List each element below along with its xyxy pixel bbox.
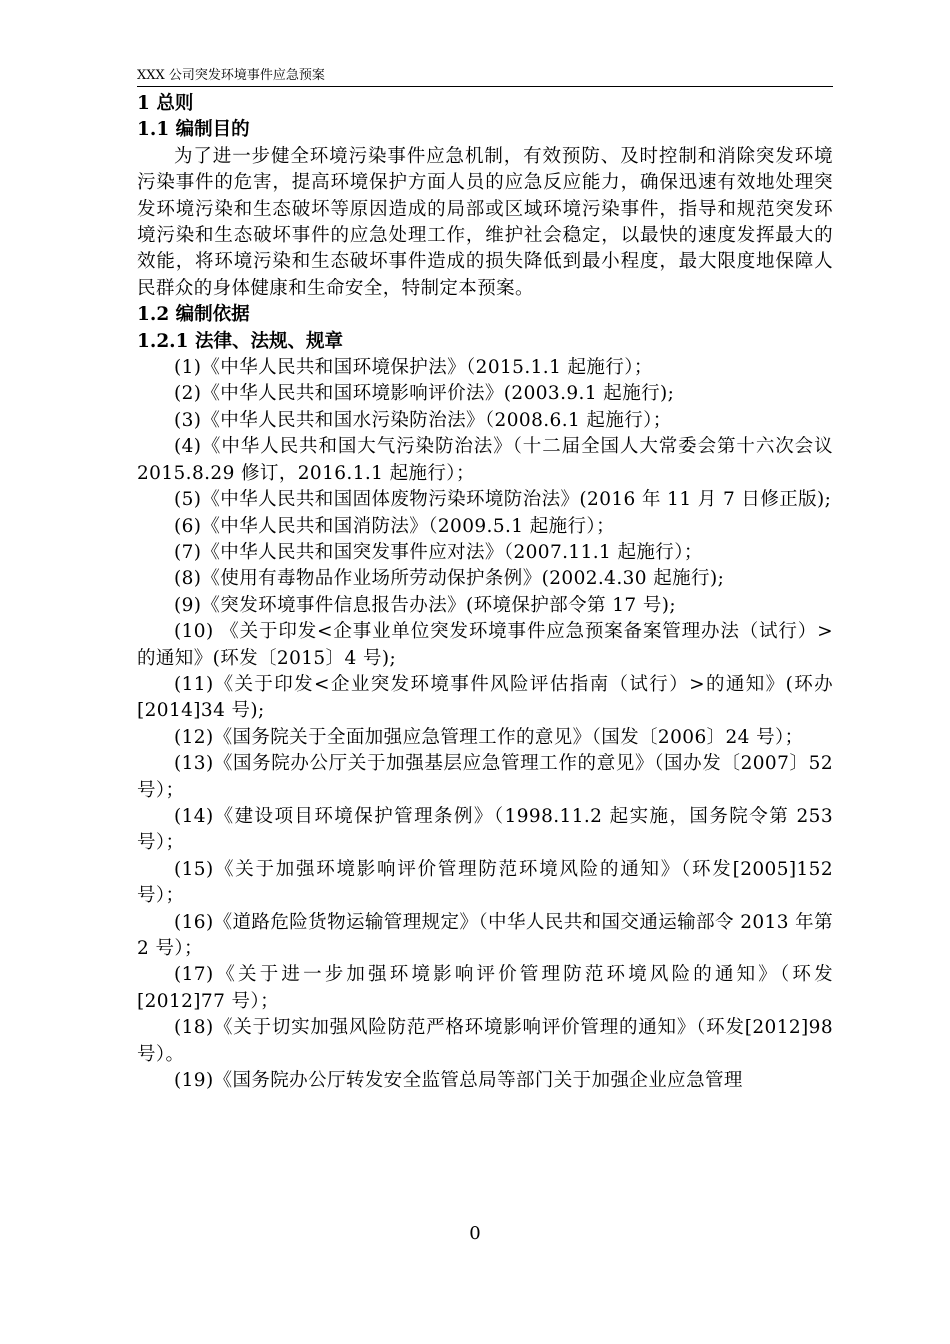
purpose-paragraph: 为了进一步健全环境污染事件应急机制，有效预防、及时控制和消除突发环境污染事件的危害，提高环境保护方面人员的应急反应能力，确保迅速有效地处理突发环境污染和生态破坏等原因造成的局部或区域环境污染事件，指导和规范突发环境污染和生态破坏事件的应急处理工作，维护社会稳定，以最快的速度发挥最大的效能，将环境污染和生态破坏事件造成的损失降低到最小程度，最大限度地保障人民群众的身体健康和生命安全，特制定本预案。: [137, 145, 833, 299]
law-list-item: (2)《中华人民共和国环境影响评价法》(2003.9.1 起施行);: [174, 383, 675, 405]
page-header: XXX 公司突发环境事件应急预案: [137, 68, 325, 83]
heading-1-1: 1.1 编制目的: [137, 119, 250, 141]
heading-1: 1 总则: [137, 93, 194, 114]
law-list-item: (3)《中华人民共和国水污染防治法》（2008.6.1 起施行）；: [174, 409, 672, 431]
law-list-item: (12)《国务院关于全面加强应急管理工作的意见》（国发〔2006〕24 号）；: [174, 726, 804, 748]
law-list-item: (10) 《关于印发<企事业单位突发环境事件应急预案备案管理办法（试行）>的通知》(环发〔2015〕4 号);: [137, 621, 833, 669]
law-list-item: (18)《关于切实加强风险防范严格环境影响评价管理的通知》（环发[2012]98 号）。: [137, 1017, 833, 1065]
heading-1-2-1: 1.2.1 法律、法规、规章: [137, 330, 343, 352]
page-number: 0: [469, 1223, 481, 1244]
law-list-item: (13)《国务院办公厅关于加强基层应急管理工作的意见》（国办发〔2007〕52 号）；: [137, 753, 833, 801]
law-list-item: (4)《中华人民共和国大气污染防治法》（十二届全国人大常委会第十六次会议 2015.8.29 修订，2016.1.1 起施行）；: [137, 436, 833, 484]
law-list-item: (1)《中华人民共和国环境保护法》（2015.1.1 起施行）；: [174, 357, 653, 379]
law-list-item: (5)《中华人民共和国固体废物污染环境防治法》(2016 年 11 月 7 日修正版);: [174, 489, 832, 511]
heading-1-2: 1.2 编制依据: [137, 304, 250, 326]
law-list-item: (19)《国务院办公厅转发安全监管总局等部门关于加强企业应急管理: [174, 1070, 743, 1092]
law-list-item: (14)《建设项目环境保护管理条例》（1998.11.2 起实施，国务院令第 253 号）；: [137, 805, 833, 854]
document-body: [137, 91, 833, 1094]
law-list: [137, 355, 833, 1094]
law-list-item: (11)《关于印发<企业突发环境事件风险评估指南（试行）>的通知》(环办[2014]34 号);: [137, 673, 833, 722]
header-divider: [137, 86, 833, 87]
law-list-item: (16)《道路危险货物运输管理规定》（中华人民共和国交通运输部令 2013 年第 2 号）；: [137, 911, 833, 959]
law-list-item: (8)《使用有毒物品作业场所劳动保护条例》(2002.4.30 起施行);: [174, 568, 725, 590]
law-list-item: (7)《中华人民共和国突发事件应对法》（2007.11.1 起施行）；: [174, 541, 703, 563]
law-list-item: (6)《中华人民共和国消防法》（2009.5.1 起施行）；: [174, 515, 615, 537]
law-list-item: (9)《突发环境事件信息报告办法》(环境保护部令第 17 号);: [174, 594, 676, 616]
law-list-item: (15)《关于加强环境影响评价管理防范环境风险的通知》（环发[2005]152 号）；: [137, 858, 833, 907]
law-list-item: (17)《关于进一步加强环境影响评价管理防范环境风险的通知》（环发[2012]77 号）；: [137, 964, 833, 1012]
